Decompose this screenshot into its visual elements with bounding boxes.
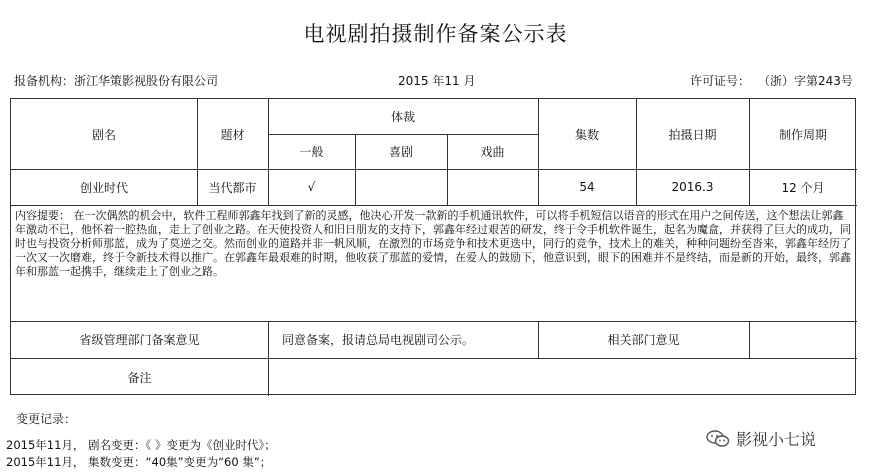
header-episodes: 集数	[574, 127, 599, 142]
row-general-check: √	[307, 180, 316, 194]
row-shoot-date: 2016.3	[671, 180, 714, 194]
remark-label: 备注	[127, 370, 152, 385]
wechat-icon	[706, 430, 730, 448]
row-opera	[447, 169, 538, 205]
watermark	[706, 427, 816, 450]
filing-table	[10, 98, 856, 395]
header-genre-opera: 戏曲	[480, 145, 505, 159]
related-opinion	[749, 321, 857, 358]
watermark-text: 影视小七说	[736, 430, 817, 449]
content-summary: 内容提要： 在一次偶然的机会中，软件工程师郭鑫年找到了新的灵感，他决心开发一款新的手机通讯软件，可以将手机短信以语音的形式在用户之间传送，这个想法让郭鑫年激动不已，他怀着一腔热血，走上了创业之路。在天使投资人和旧日朋友的支持下，郭鑫年经过艰苦的研发，终于令手机软件诞生，起名为魔盒，并获得了巨大的成功，同时也与投资分析师那蓝，成为了莫逆之交。然而创业的道路并非一帆风顺，在激烈的市场竞争和技术更迭中，同行的竞争，技术上的难关，种种问题纷至沓来，郭鑫年经历了一次又一次磨难，终于令新技术得以推广。在郭鑫年最艰难的时期，他收获了那蓝的爱情，在爱人的鼓励下，他意识到，眼下的困难并不是终结，而是新的开始，最终，郭鑫年和那蓝一起携手，继续走上了创业之路。	[15, 209, 851, 278]
permit-number: （浙）字第243号	[764, 74, 853, 88]
change-line-1: 2015年11月， 剧名变更：《 》变更为《创业时代》；	[6, 438, 276, 452]
report-date: 2015 年11 月	[398, 74, 476, 88]
related-label: 相关部门意见	[607, 333, 680, 347]
agency-info	[14, 72, 218, 89]
row-period: 12 个月	[781, 180, 825, 195]
provincial-label: 省级管理部门备案意见	[79, 333, 200, 347]
row-bottom-line	[11, 205, 857, 206]
agency-label: 报备机构：	[14, 74, 75, 88]
header-shoot-date: 拍摄日期	[668, 127, 717, 142]
agency-name: 浙江华策影视股份有限公司	[74, 74, 219, 88]
permit-label: 许可证号：	[690, 74, 751, 88]
provincial-opinion: 同意备案，报请总局电视剧司公示。	[282, 333, 475, 347]
header-genre-comedy: 喜剧	[388, 145, 413, 159]
row-theme: 当代都市	[208, 180, 257, 195]
header-genre-general: 一般	[299, 145, 324, 159]
page-title: 电视剧拍摄制作备案公示表	[303, 22, 568, 46]
header-genre: 体裁	[390, 110, 415, 124]
permit-info	[690, 72, 853, 89]
row-comedy	[355, 169, 447, 205]
remark-value	[268, 358, 857, 396]
header-name: 剧名	[91, 127, 116, 142]
row-name: 创业时代	[79, 180, 128, 195]
header-period: 制作周期	[778, 127, 827, 142]
change-line-2: 2015年11月， 集数变更：“40集”变更为“60 集”；	[6, 455, 272, 469]
row-episodes: 54	[579, 180, 595, 194]
header-theme: 题材	[220, 127, 245, 142]
change-record-title: 变更记录：	[16, 412, 77, 426]
